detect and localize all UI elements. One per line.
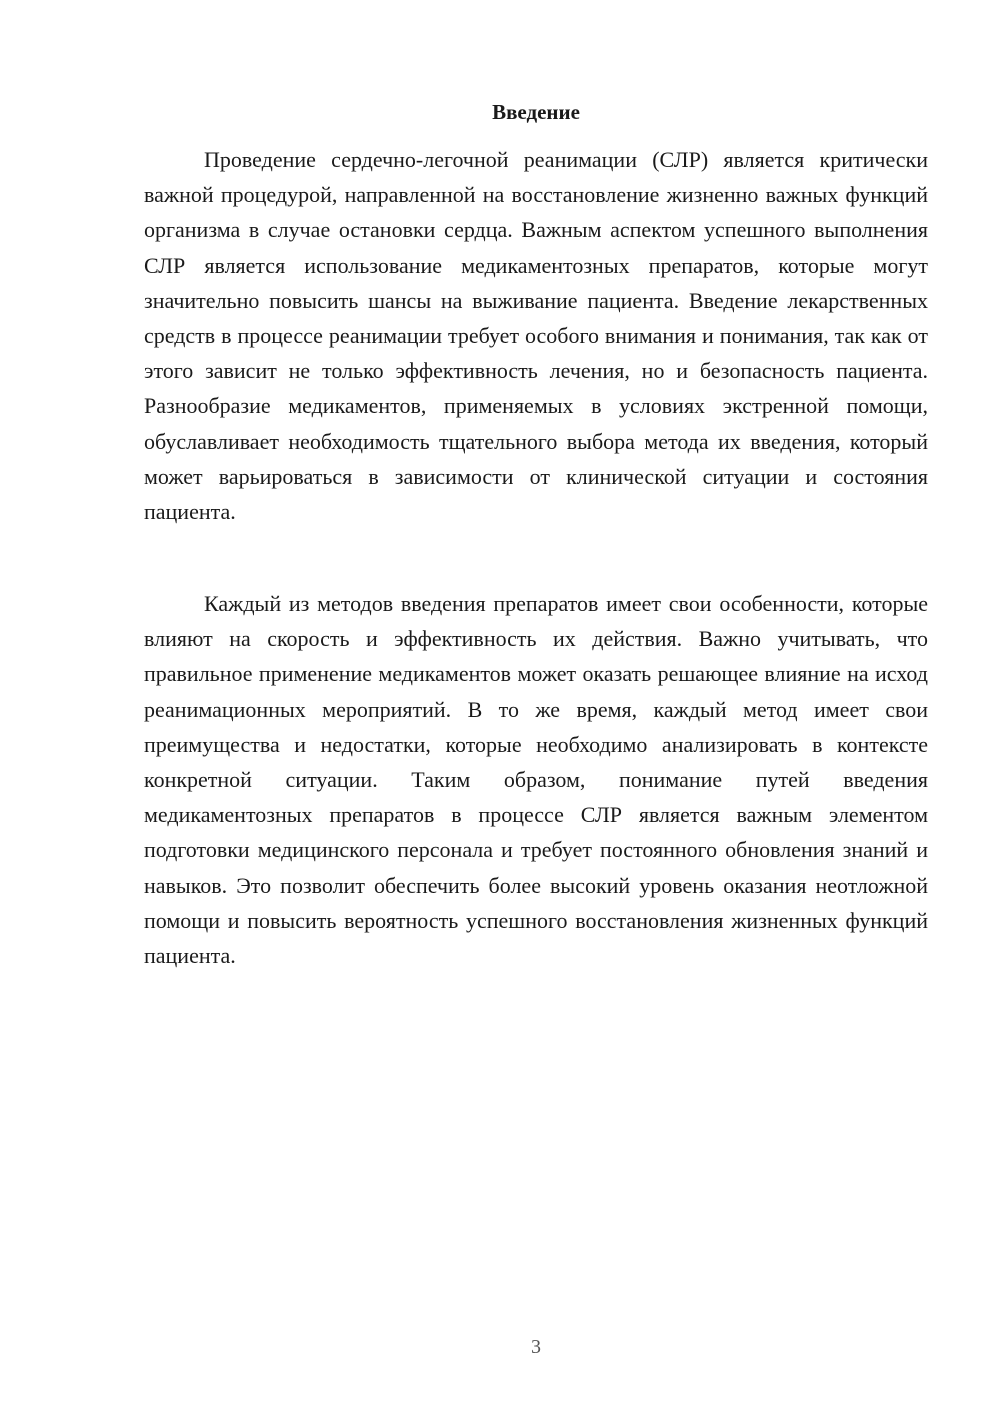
paragraph-2: Каждый из методов введения препаратов имеет свои особенности, которые влияют на скорость и эффективность их действия. Важно учитывать, что правильное применение медикаментов может оказать решающее влияние на исход реанимационных мероприятий. В то же время, каждый метод имеет свои преимущества и недостатки, которые необходимо анализировать в контексте конкретной ситуации. Таким образом, понимание путей введения медикаментозных препаратов в процессе СЛР является важным элементом подготовки медицинского персонала и требует постоянного обновления знаний и навыков. Это позволит обеспечить более высокий уровень оказания неотложной помощи и повысить вероятность успешного восстановления жизненных функций пациента. [144, 591, 928, 969]
paragraph-1: Проведение сердечно-легочной реанимации (СЛР) является критически важной процедурой, направленной на восстановление жизненно важных функций организма в случае остановки сердца. Важным аспектом успешного выполнения СЛР является использование медикаментозных препаратов, которые могут значительно повысить шансы на выживание пациента. Введение лекарственных средств в процессе реанимации требует особого внимания и понимания, так как от этого зависит не только эффективность лечения, но и безопасность пациента. Разнообразие медикаментов, применяемых в условиях экстренной помощи, обуславливает необходимость тщательного выбора метода их введения, который может варьироваться в зависимости от клинической ситуации и состояния пациента. [144, 147, 928, 525]
page-number: 3 [531, 1336, 541, 1358]
section-heading: Введение [492, 100, 580, 124]
